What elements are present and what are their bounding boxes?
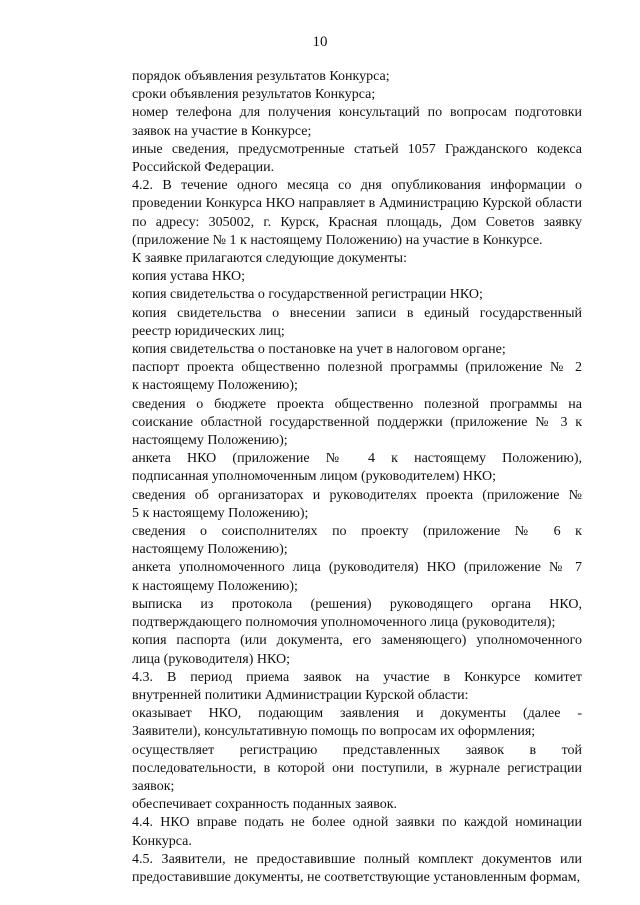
text-line: порядок объявления результатов Конкурса; bbox=[132, 69, 390, 84]
text-line: по адресу: 305002, г. Курск, Красная площадь, Дом Советов заявку bbox=[132, 214, 582, 230]
text-line: К заявке прилагаются следующие документы: bbox=[132, 251, 407, 267]
text-line: сроки объявления результатов Конкурса; bbox=[132, 87, 376, 103]
paragraph bbox=[94, 341, 582, 359]
text-line: копия свидетельства о постановке на учет в налоговом органе; bbox=[132, 342, 506, 358]
text-line: номер телефона для получения консультаций по вопросам подготовки bbox=[132, 105, 582, 121]
text-line: копия свидетельства о государственной регистрации НКО; bbox=[132, 287, 483, 303]
text-line: Конкурса. bbox=[132, 833, 192, 849]
text-line: (приложение № 1 к настоящему Положению) на участие в Конкурсе. bbox=[132, 232, 543, 248]
text-line: реестр юридических лиц; bbox=[132, 323, 285, 339]
text-line: 4.2. В течение одного месяца со дня опубликования информации о bbox=[132, 178, 582, 194]
text-line: копия паспорта (или документа, его заменяющего) уполномоченного bbox=[132, 633, 582, 649]
paragraph bbox=[94, 359, 582, 395]
text-line: копия свидетельства о внесении записи в единый государственный bbox=[132, 305, 582, 321]
text-line: предоставившие документы, не соответствующие установленным формам, bbox=[132, 869, 581, 885]
text-line: Заявители), консультативную помощь по вопросам их оформления; bbox=[132, 724, 536, 740]
text-line: соискание областной государственной поддержки (приложение № 3 к bbox=[132, 414, 582, 430]
paragraph bbox=[94, 814, 582, 850]
text-line: Российской Федерации. bbox=[132, 160, 275, 176]
text-line: выписка из протокола (решения) руководящего органа НКО, bbox=[132, 596, 582, 612]
text-line: подписанная уполномоченным лицом (руководителем) НКО; bbox=[132, 469, 496, 485]
text-line: сведения об организаторах и руководителях проекта (приложение № bbox=[132, 487, 582, 503]
paragraph bbox=[94, 86, 582, 104]
text-line: проведении Конкурса НКО направляет в Администрацию Курской области bbox=[132, 196, 582, 212]
paragraph bbox=[94, 487, 582, 523]
text-line: 4.4. НКО вправе подать не более одной заявки по каждой номинации bbox=[132, 815, 582, 831]
paragraph bbox=[94, 796, 582, 814]
paragraph bbox=[94, 742, 582, 797]
text-line: лица (руководителя) НКО; bbox=[132, 651, 290, 667]
text-line: настоящему Положению); bbox=[132, 433, 288, 449]
paragraph bbox=[94, 596, 582, 632]
document-body bbox=[94, 68, 582, 887]
text-line: к настоящему Положению); bbox=[132, 378, 298, 394]
text-line: обеспечивает сохранность поданных заявок. bbox=[132, 797, 398, 813]
text-line: иные сведения, предусмотренные статьей 1057 Гражданского кодекса bbox=[132, 141, 582, 157]
text-line: настоящему Положению); bbox=[132, 542, 288, 558]
text-line: 5 к настоящему Положению); bbox=[132, 505, 309, 521]
page-number: 10 bbox=[312, 34, 328, 50]
text-line: копия устава НКО; bbox=[132, 269, 245, 285]
text-line: осуществляет регистрацию представленных заявок в той bbox=[132, 742, 582, 758]
paragraph bbox=[94, 250, 582, 268]
paragraph bbox=[94, 286, 582, 304]
paragraph bbox=[94, 632, 582, 668]
paragraph bbox=[94, 523, 582, 559]
paragraph bbox=[94, 559, 582, 595]
text-line: последовательности, в которой они поступили, в журнале регистрации bbox=[132, 760, 582, 776]
paragraph bbox=[94, 177, 582, 250]
paragraph bbox=[94, 669, 582, 705]
paragraph bbox=[94, 851, 582, 887]
text-line: 4.5. Заявители, не предоставившие полный комплект документов или bbox=[132, 851, 582, 867]
text-line: 4.3. В период приема заявок на участие в Конкурсе комитет bbox=[132, 669, 582, 685]
text-line: оказывает НКО, подающим заявления и документы (далее - bbox=[132, 706, 582, 722]
text-line: сведения о соисполнителях по проекту (приложение № 6 к bbox=[132, 524, 582, 540]
paragraph bbox=[94, 450, 582, 486]
text-line: подтверждающего полномочия уполномоченного лица (руководителя); bbox=[132, 615, 556, 631]
text-line: заявок на участие в Конкурсе; bbox=[132, 123, 312, 139]
text-line: сведения о бюджете проекта общественно полезной программы на bbox=[132, 396, 582, 412]
text-line: паспорт проекта общественно полезной программы (приложение № 2 bbox=[132, 360, 582, 376]
text-line: анкета уполномоченного лица (руководителя) НКО (приложение № 7 bbox=[132, 560, 582, 576]
text-line: внутренней политики Администрации Курской области: bbox=[132, 687, 469, 703]
text-line: к настоящему Положению); bbox=[132, 578, 298, 594]
paragraph bbox=[94, 705, 582, 741]
paragraph bbox=[94, 396, 582, 451]
text-line: заявок; bbox=[132, 778, 175, 794]
text-line: анкета НКО (приложение № 4 к настоящему Положению), bbox=[132, 451, 582, 467]
paragraph bbox=[94, 141, 582, 177]
paragraph bbox=[94, 68, 582, 86]
paragraph bbox=[94, 268, 582, 286]
paragraph bbox=[94, 104, 582, 140]
paragraph bbox=[94, 305, 582, 341]
